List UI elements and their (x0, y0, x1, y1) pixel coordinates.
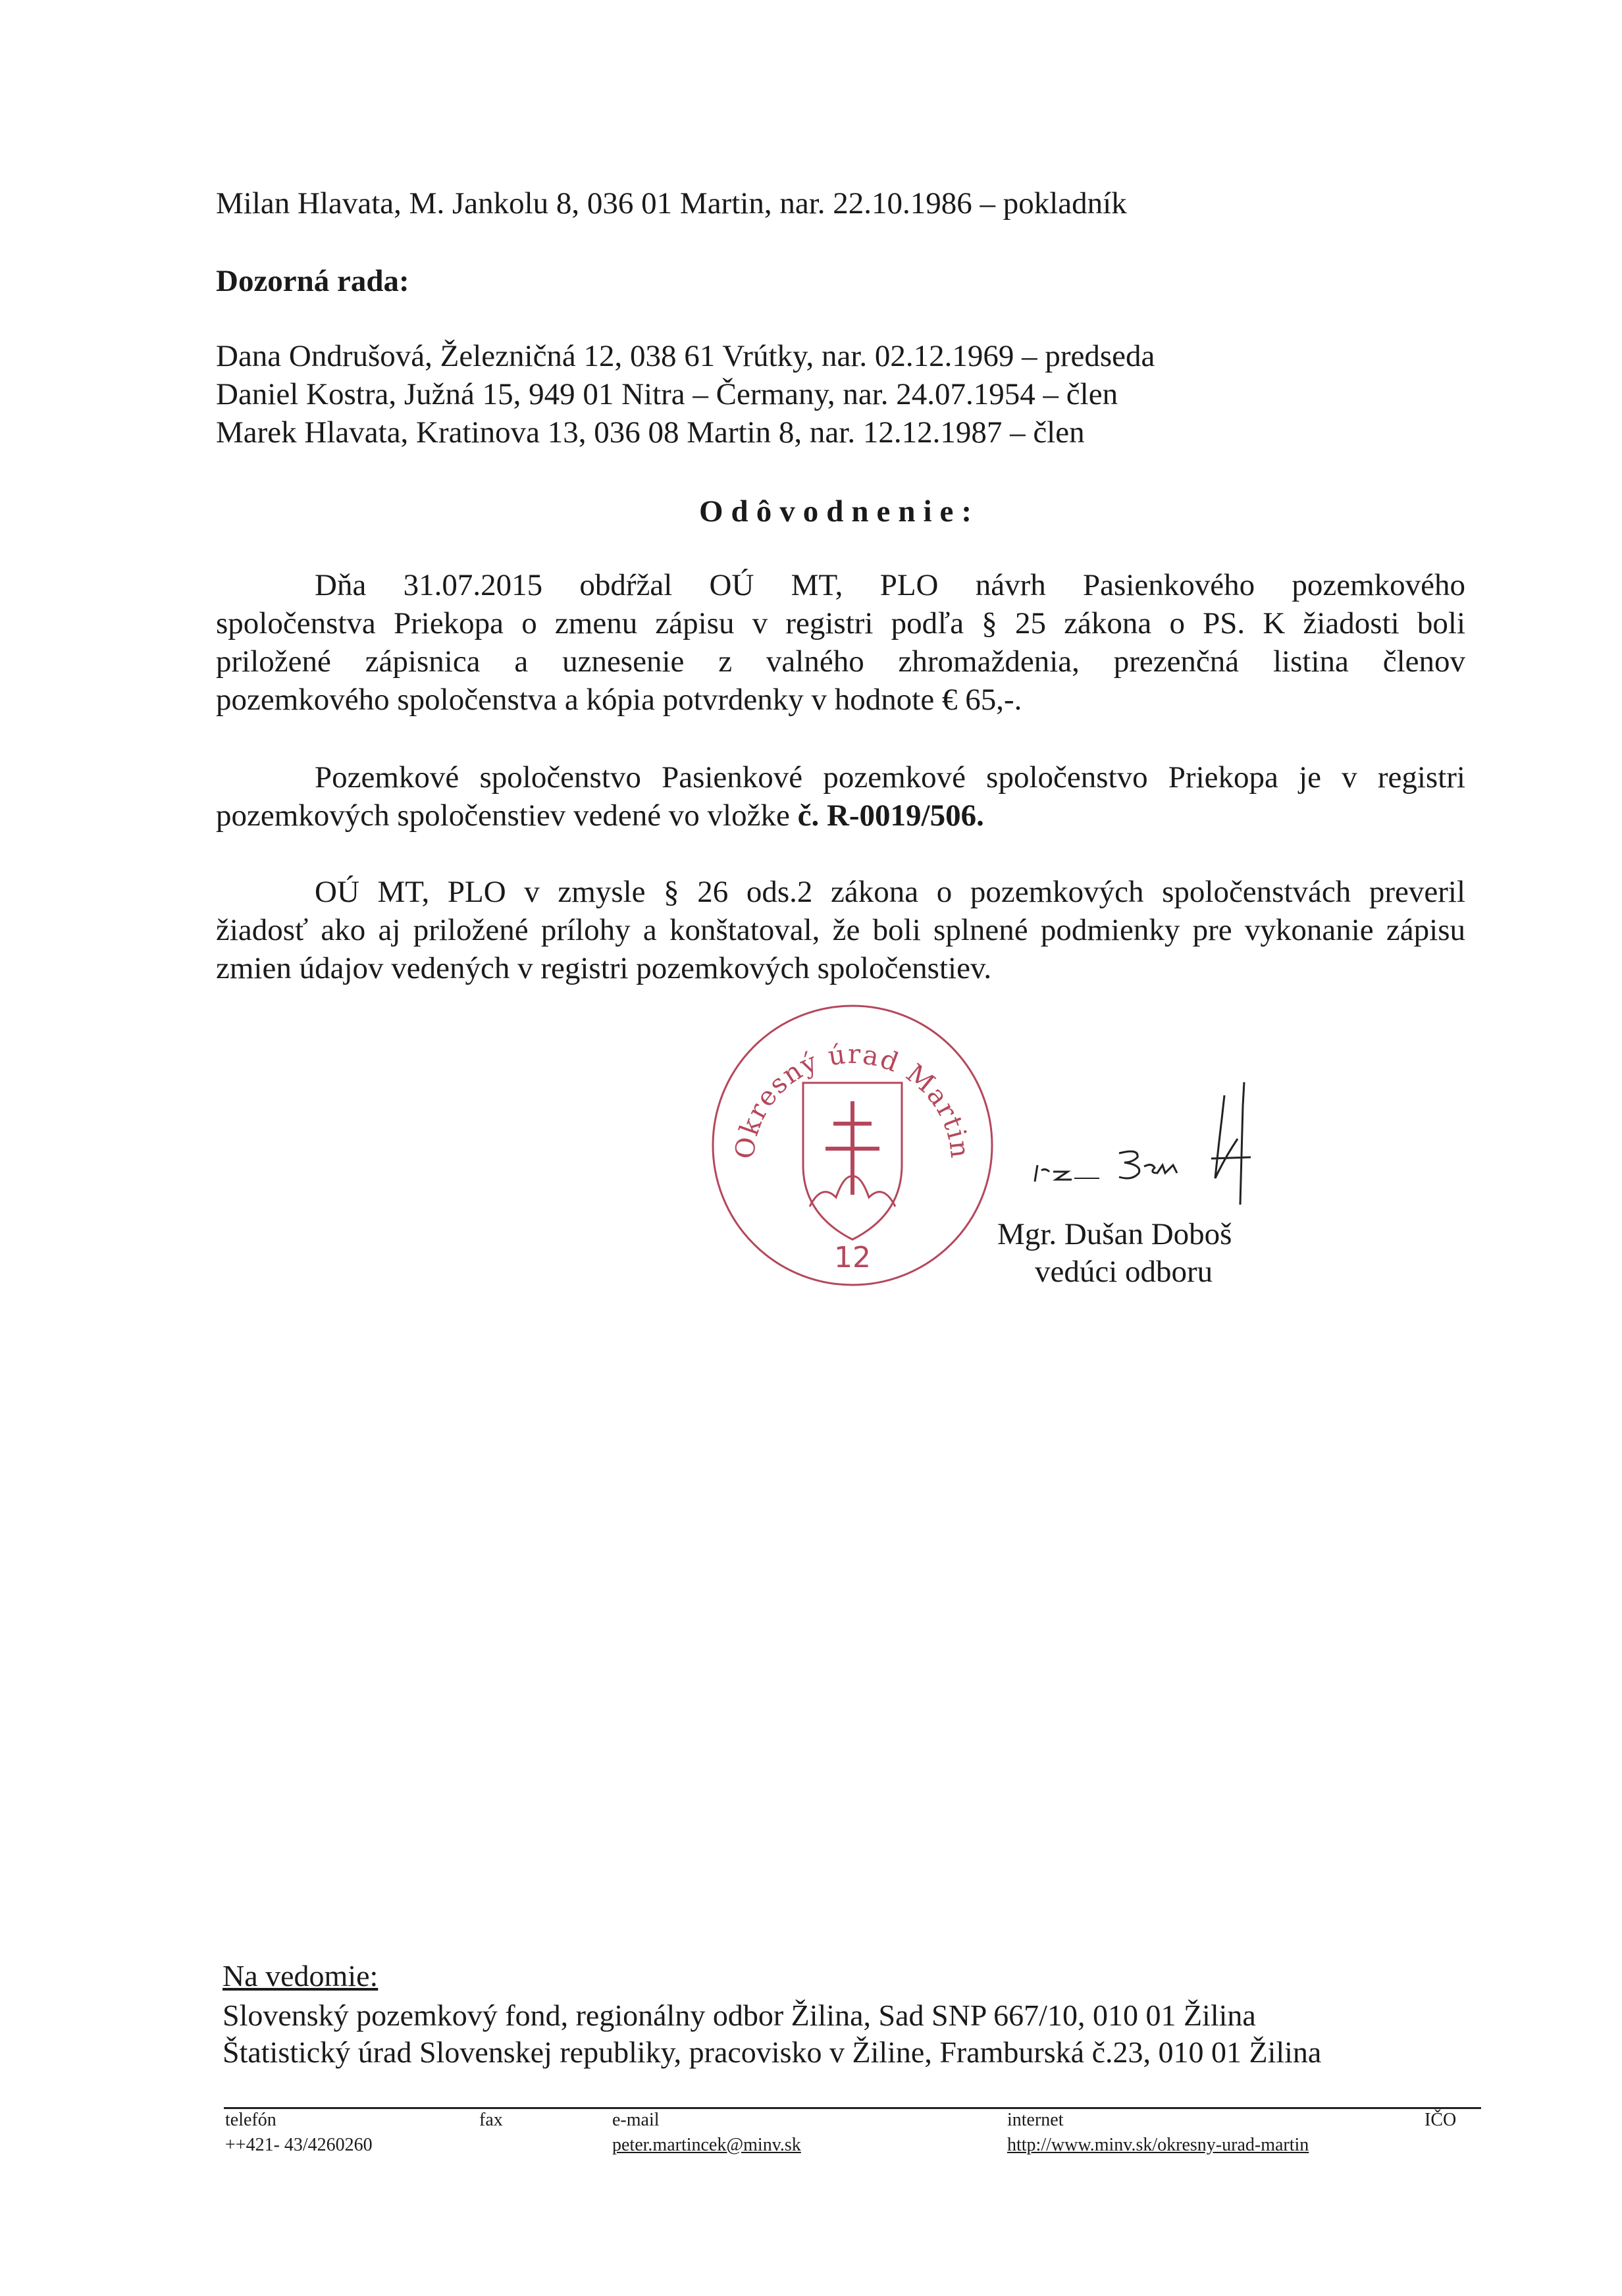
paragraph-line: pozemkového spoločenstva a kópia potvrdenky v hodnote € 65,-. (216, 683, 1022, 717)
stamp-text: Okresný úrad Martin (729, 1039, 976, 1161)
paragraph-line: priložené zápisnica a uznesenie z valného zhromaždenia, prezenčná listina členov (216, 644, 1465, 679)
footer-rule (224, 2107, 1481, 2109)
supervisory-member: Dana Ondrušová, Železničná 12, 038 61 Vrútky, nar. 02.12.1969 – predseda (216, 339, 1155, 373)
footer-phone-value: ++421- 43/4260260 (225, 2135, 373, 2155)
notice-recipient: Štatistický úrad Slovenskej republiky, pracovisko v Žiline, Framburská č.23, 010 01 Žilina (222, 2035, 1322, 2069)
coat-of-arms-icon (803, 1083, 902, 1239)
paragraph-line: OÚ MT, PLO v zmysle § 26 ods.2 zákona o pozemkových spoločenstvách preveril (315, 875, 1465, 909)
paragraph-line: Pozemkové spoločenstvo Pasienkové pozemkové spoločenstvo Priekopa je v registri (315, 760, 1465, 795)
paragraph-text: pozemkových spoločenstiev vedené vo vložke (216, 798, 798, 833)
paragraph-line: Dňa 31.07.2015 obdŕžal OÚ MT, PLO návrh Pasienkového pozemkového (315, 568, 1465, 602)
handwritten-signature (1027, 1080, 1310, 1211)
paragraph-line: zmien údajov vedených v registri pozemkových spoločenstiev. (216, 951, 992, 985)
footer-fax-label: fax (479, 2110, 503, 2130)
footer-email-link[interactable]: peter.martincek@minv.sk (612, 2135, 801, 2155)
stamp-number: 12 (834, 1241, 871, 1274)
notice-heading: Na vedomie: (222, 1959, 379, 1993)
signatory-title: vedúci odboru (1035, 1255, 1213, 1289)
paragraph-line: spoločenstva Priekopa o zmenu zápisu v registri podľa § 25 zákona o PS. K žiadosti boli (216, 606, 1465, 640)
footer-internet-link[interactable]: http://www.minv.sk/okresny-urad-martin (1007, 2135, 1309, 2155)
justification-heading: Odôvodnenie: (699, 494, 980, 529)
registry-number: č. R-0019/506. (797, 798, 984, 833)
supervisory-member: Daniel Kostra, Južná 15, 949 01 Nitra – Čermany, nar. 24.07.1954 – člen (216, 377, 1118, 411)
paragraph-line: žiadosť ako aj priložené prílohy a konštatoval, že boli splnené podmienky pre vykonanie zápisu (216, 913, 1465, 947)
footer-ico-label: IČO (1425, 2110, 1457, 2130)
paragraph-line (216, 796, 984, 835)
board-member-line: Milan Hlavata, M. Jankolu 8, 036 01 Martin, nar. 22.10.1986 – pokladník (216, 186, 1127, 221)
footer-internet-label: internet (1007, 2110, 1064, 2130)
signatory-name: Mgr. Dušan Doboš (997, 1217, 1232, 1251)
notice-recipient: Slovenský pozemkový fond, regionálny odbor Žilina, Sad SNP 667/10, 010 01 Žilina (222, 1998, 1256, 2032)
footer-email-label: e-mail (612, 2110, 660, 2130)
supervisory-member: Marek Hlavata, Kratinova 13, 036 08 Martin 8, nar. 12.12.1987 – člen (216, 415, 1085, 450)
official-stamp (704, 997, 1001, 1293)
supervisory-board-heading: Dozorná rada: (216, 264, 409, 298)
footer-phone-label: telefón (225, 2110, 276, 2130)
